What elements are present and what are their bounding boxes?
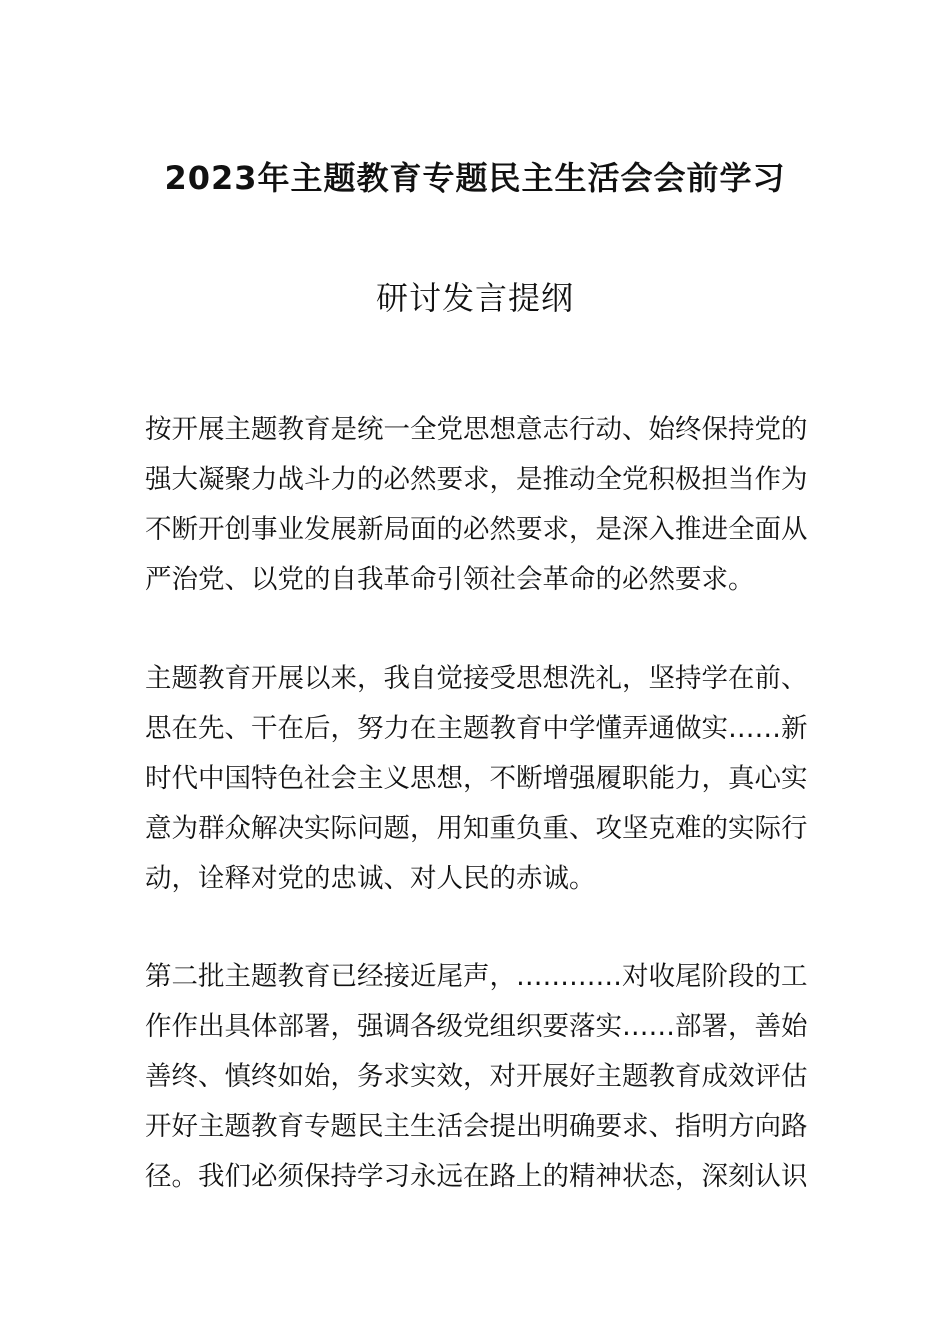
paragraph-line: 善终、慎终如始，务求实效，对开展好主题教育成效评估 — [145, 1061, 808, 1092]
paragraph-line: 动，诠释对党的忠诚、对人民的赤诚。 — [145, 863, 596, 894]
document-title-line-2: 研讨发言提纲 — [375, 279, 574, 317]
paragraph-line: 第二批主题教育已经接近尾声，…………对收尾阶段的工 — [145, 961, 808, 992]
document-title-line-1: 2023年主题教育专题民主生活会会前学习 — [164, 159, 786, 197]
paragraph-line: 不断开创事业发展新局面的必然要求，是深入推进全面从 — [145, 514, 808, 545]
paragraph-line: 时代中国特色社会主义思想，不断增强履职能力，真心实 — [145, 763, 808, 794]
paragraph-2 — [145, 654, 815, 904]
paragraph-1 — [145, 405, 815, 605]
paragraph-3 — [145, 952, 815, 1202]
paragraph-line: 主题教育开展以来，我自觉接受思想洗礼，坚持学在前、 — [145, 663, 808, 694]
paragraph-line: 开好主题教育专题民主生活会提出明确要求、指明方向路 — [145, 1111, 808, 1142]
paragraph-line: 作作出具体部署，强调各级党组织要落实……部署，善始 — [145, 1011, 808, 1042]
paragraph-line: 思在先、干在后，努力在主题教育中学懂弄通做实……新 — [145, 713, 808, 744]
paragraph-line: 按开展主题教育是统一全党思想意志行动、始终保持党的 — [145, 414, 808, 445]
paragraph-line: 意为群众解决实际问题，用知重负重、攻坚克难的实际行 — [145, 813, 808, 844]
paragraph-line: 严治党、以党的自我革命引领社会革命的必然要求。 — [145, 564, 755, 595]
paragraph-line: 强大凝聚力战斗力的必然要求，是推动全党积极担当作为 — [145, 464, 808, 495]
paragraph-line: 径。我们必须保持学习永远在路上的精神状态，深刻认识 — [145, 1161, 808, 1192]
